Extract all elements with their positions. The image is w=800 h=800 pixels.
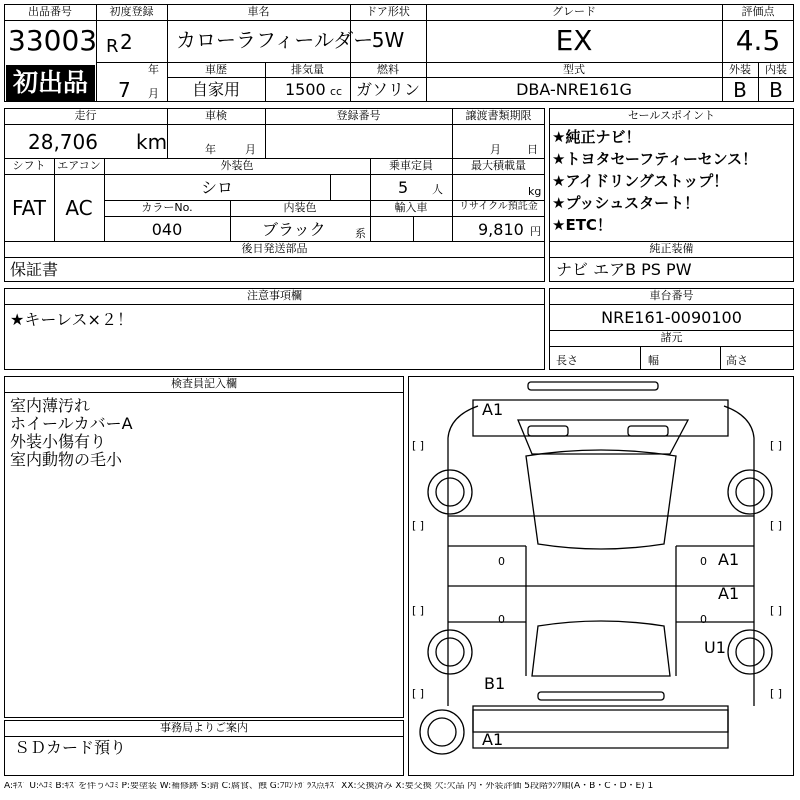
bracket-mark: [ ] (412, 519, 425, 532)
int-color-unit: 系 (355, 227, 366, 240)
later-parts: 保証書 (10, 260, 59, 279)
damage-mark-rear: A1 (482, 730, 504, 749)
bracket-mark: [ ] (412, 604, 425, 617)
color-label: 外装色 (220, 159, 254, 172)
sales-point-item: ★純正ナビ！ (552, 128, 641, 146)
int-color: ブラック (262, 220, 326, 239)
import-label: 輸入車 (394, 201, 428, 214)
recycle: 9,810 (478, 220, 524, 239)
inspector-label: 検査員記入欄 (171, 377, 237, 390)
shift: FAT (11, 196, 46, 220)
month: 7 (118, 78, 131, 102)
damage-mark-right-rear-door: A1 (718, 584, 740, 603)
sales-point-item: ★トヨタセーフティーセンス！ (552, 150, 758, 168)
damage-mark-right-rear-fender: U1 (704, 638, 726, 657)
door-handle-mark: 0 (700, 555, 707, 568)
legend: A:ｷｽﾞ U:ﾍｺﾐ B:ｷｽﾞを伴うﾍｺﾐ P:要塗装 W:補修跡 S:錆 C:腐食、蝕 G:ﾌﾛﾝﾄｶﾞﾗｽ点ｷｽﾞ XX:交換済み X:要交換 欠:欠品 内・外装評価 5段階ﾗﾝｸ順(A・B・C・D・E) 1 (4, 782, 654, 791)
lot-label: 出品番号 (28, 5, 72, 18)
inspector-line: 外装小傷有り (10, 432, 107, 451)
chassis-label: 車台番号 (649, 289, 694, 302)
bracket-mark: [ ] (770, 687, 783, 700)
mileage: 28,706 (28, 130, 98, 154)
model-label: 型式 (563, 63, 585, 76)
score-label: 評価点 (741, 5, 775, 18)
dims-label: 諸元 (660, 331, 683, 344)
displacement: 1500 (285, 80, 326, 99)
inspection-month-unit: 月 (245, 143, 256, 156)
height-label: 高さ (726, 354, 748, 367)
inspector-line: 室内動物の毛小 (10, 450, 123, 469)
inspector-line: ホイールカバーA (10, 414, 133, 433)
ext-grade-label: 外装 (729, 63, 751, 76)
notes: ★キーレス×２！ (10, 310, 133, 329)
sales-point-item: ★プッシュスタート！ (552, 194, 700, 212)
name-label: 車名 (247, 5, 270, 18)
grade-label: グレード (552, 5, 596, 18)
chassis-number: NRE161-0090100 (601, 308, 742, 327)
year-unit: 年 (148, 63, 159, 76)
damage-mark-left-rear: B1 (484, 674, 506, 693)
inspector-line: 室内薄汚れ (10, 396, 91, 415)
damage-mark-front: A1 (482, 400, 504, 419)
history: 自家用 (191, 80, 240, 99)
office-label: 事務局よりご案内 (160, 721, 248, 734)
mileage-label: 走行 (74, 109, 97, 122)
width-label: 幅 (648, 354, 659, 367)
damage-mark-right-front-door: A1 (718, 550, 740, 569)
bracket-mark: [ ] (770, 439, 783, 452)
equipment-label: 純正装備 (649, 242, 694, 255)
sales-point-item: ★アイドリングストップ！ (552, 172, 729, 190)
month-unit: 月 (148, 87, 159, 100)
later-parts-label: 後日発送部品 (241, 242, 308, 255)
color: シロ (200, 178, 233, 197)
load-label: 最大積載量 (471, 159, 526, 172)
history-label: 車歴 (205, 63, 227, 76)
first-reg-label: 初度登録 (109, 5, 154, 18)
color-no-label: カラーNo. (141, 201, 193, 214)
grade: EX (555, 24, 593, 57)
lot-number: 33003 (8, 24, 98, 57)
capacity-unit: 人 (432, 183, 443, 196)
bracket-mark: [ ] (412, 439, 425, 452)
aircon-label: エアコン (57, 159, 101, 172)
door-label: ドア形状 (366, 5, 410, 18)
car-name: カローラフィールダー (176, 28, 374, 52)
reg-no-label: 登録番号 (336, 109, 381, 122)
length-label: 長さ (556, 354, 578, 367)
equipment: ナビ エアB PS PW (556, 260, 692, 279)
era: R (106, 36, 119, 57)
aircon: AC (65, 196, 93, 220)
office-notice: ＳＤカード預り (14, 738, 127, 757)
transfer-day-unit: 日 (527, 143, 538, 156)
year: 2 (120, 30, 133, 54)
color-no: 040 (151, 220, 183, 239)
bracket-mark: [ ] (412, 687, 425, 700)
transfer-label: 譲渡書類期限 (465, 109, 532, 122)
sales-points-label: セールスポイント (627, 109, 715, 122)
door-handle-mark: 0 (498, 555, 505, 568)
capacity: 5 (398, 178, 409, 197)
capacity-label: 乗車定員 (389, 159, 433, 172)
int-color-label: 内装色 (283, 201, 317, 214)
fuel-label: 燃料 (377, 63, 399, 76)
first-listing-text: 初出品 (12, 68, 88, 97)
displacement-unit: cc (330, 85, 343, 98)
door-type: 5W (371, 28, 405, 52)
bracket-mark: [ ] (770, 604, 783, 617)
sales-point-item: ★ETC！ (552, 216, 612, 234)
recycle-unit: 円 (530, 225, 541, 238)
car-diagram (408, 376, 794, 776)
shift-label: シフト (12, 159, 46, 172)
door-handle-mark: 0 (700, 613, 707, 626)
mileage-unit: km (136, 130, 168, 154)
inspection-year-unit: 年 (205, 143, 216, 156)
score: 4.5 (735, 24, 781, 57)
recycle-label: リサイクル預託金 (459, 201, 538, 212)
int-grade-label: 内装 (765, 63, 787, 76)
int-grade: B (769, 78, 783, 102)
ext-grade: B (733, 78, 747, 102)
door-handle-mark: 0 (498, 613, 505, 626)
model: DBA-NRE161G (516, 80, 632, 99)
load-unit: kg (528, 185, 542, 198)
transfer-month-unit: 月 (490, 143, 501, 156)
inspection-label: 車検 (205, 109, 227, 122)
fuel: ガソリン (355, 80, 420, 99)
notes-label: 注意事項欄 (247, 289, 302, 302)
displacement-label: 排気量 (291, 63, 324, 76)
bracket-mark: [ ] (770, 519, 783, 532)
